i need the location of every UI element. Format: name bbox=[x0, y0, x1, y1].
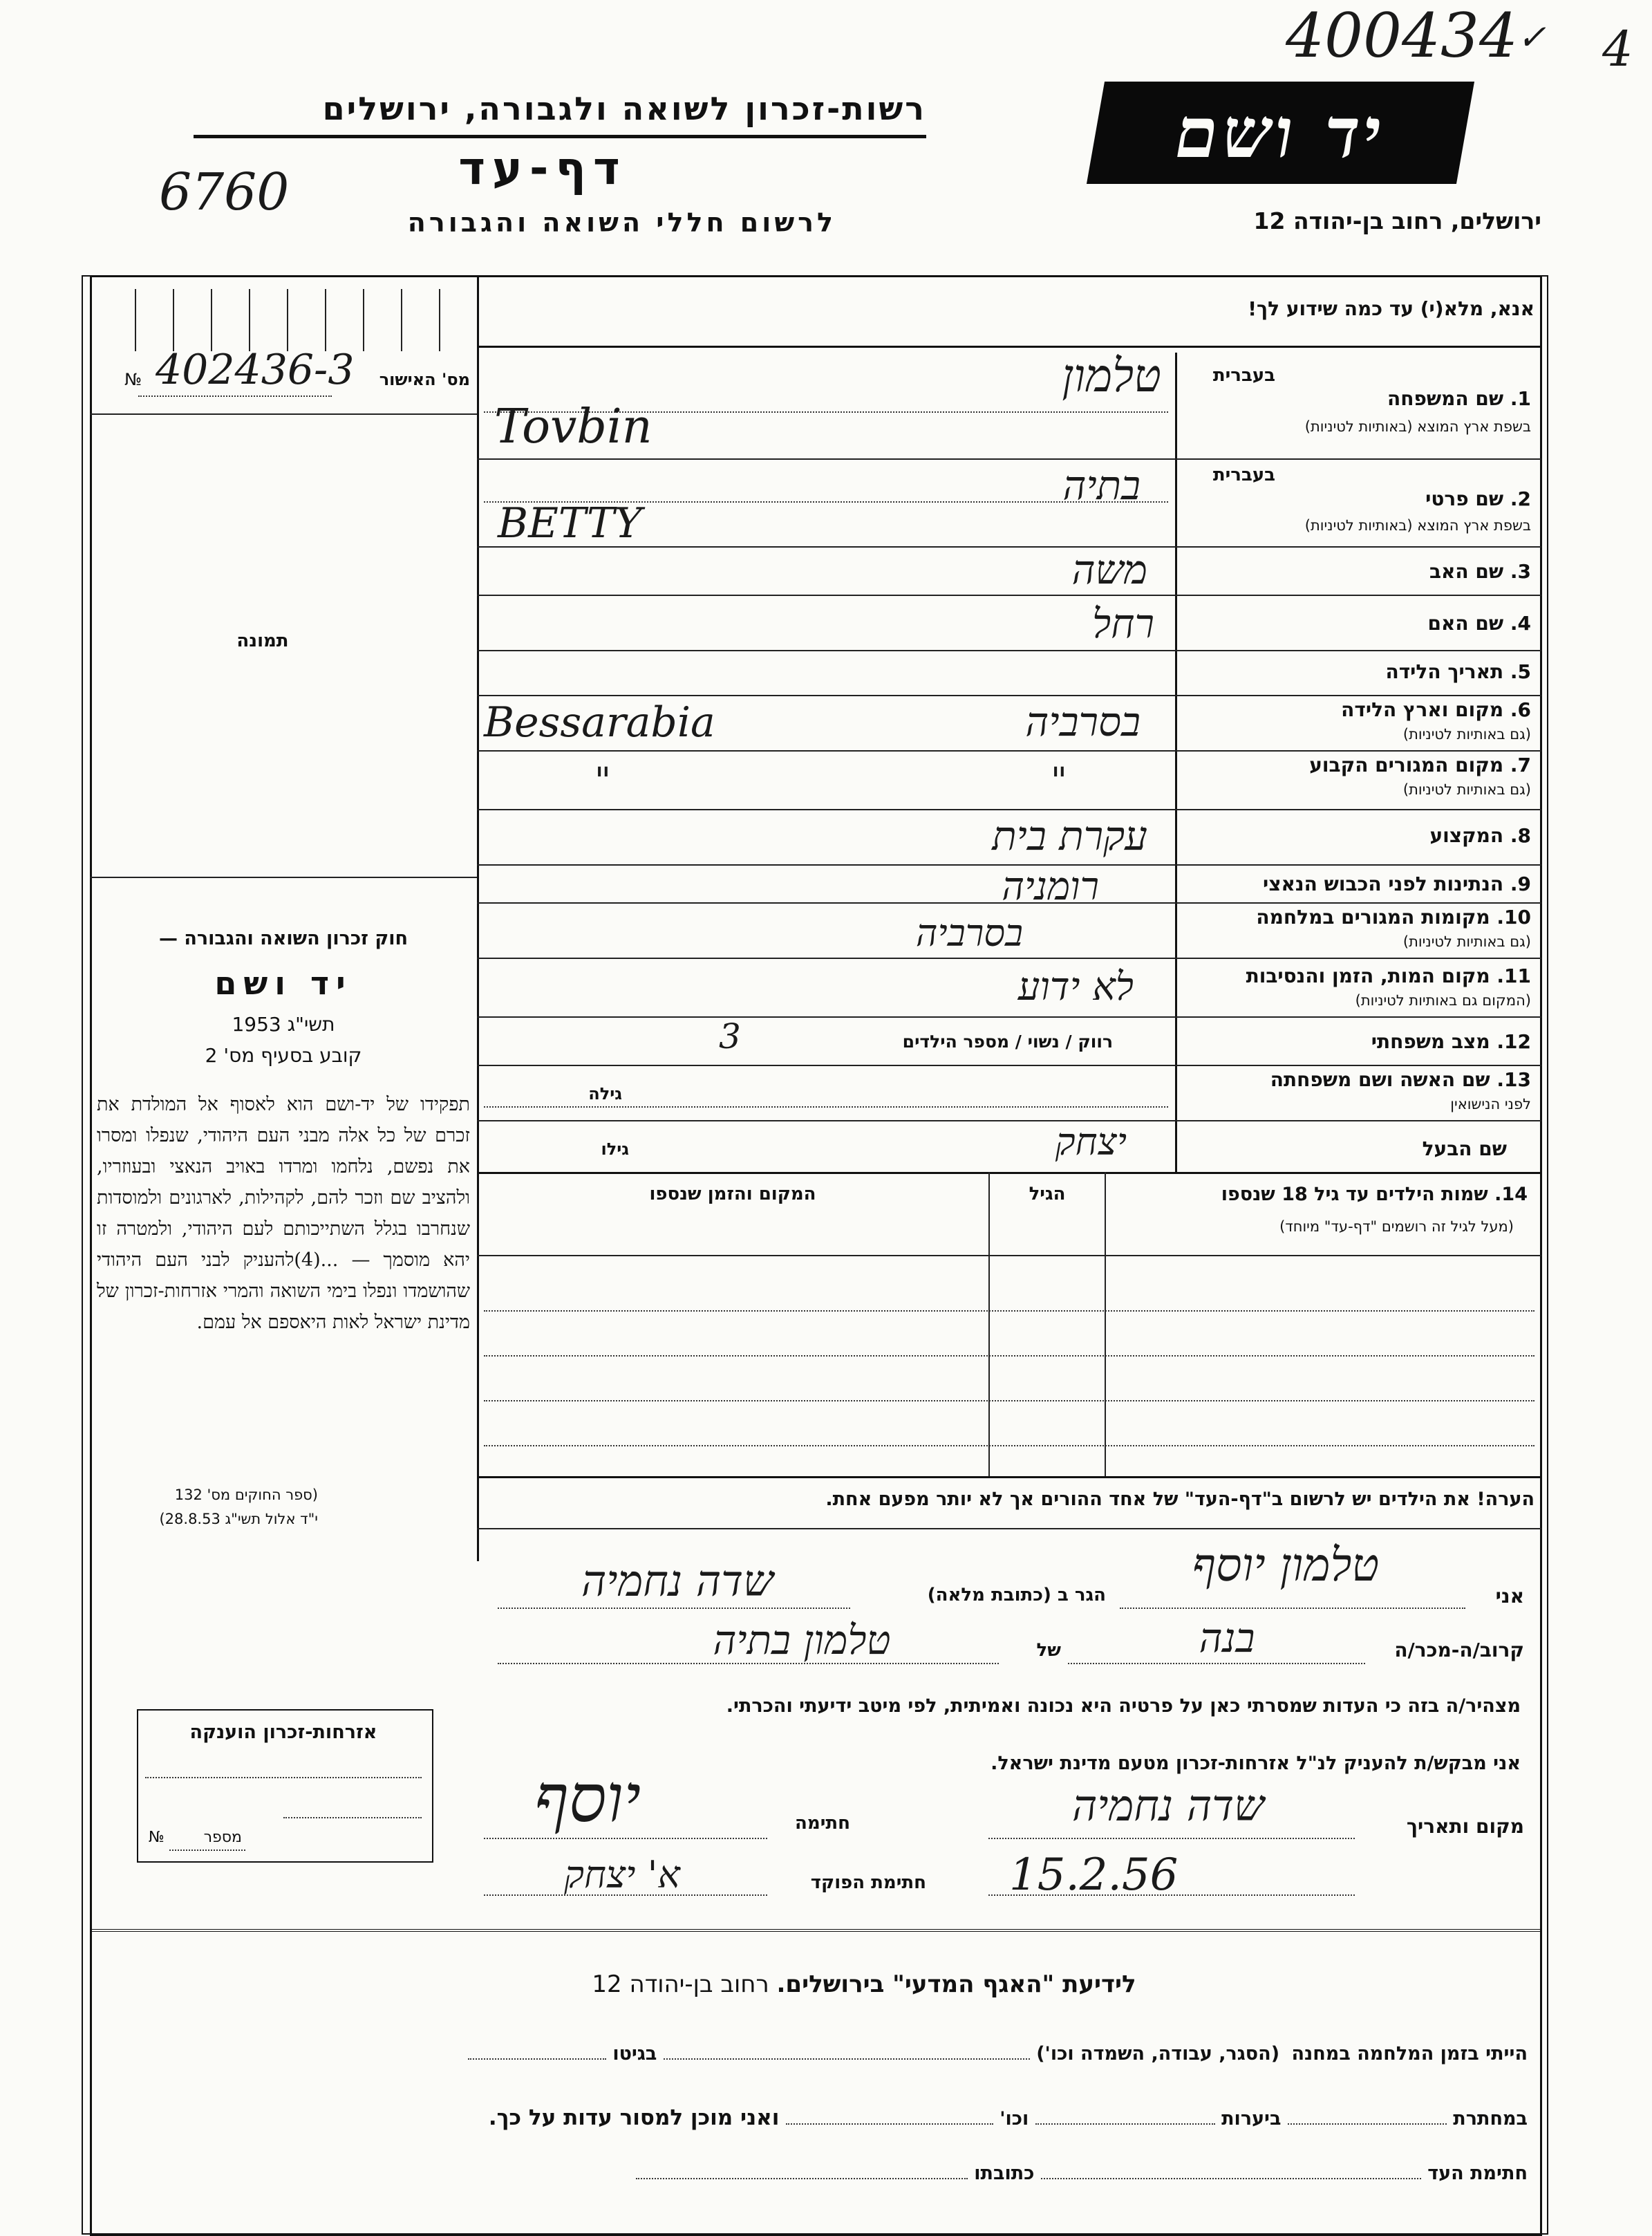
official-sig-value[interactable]: א' יצחק bbox=[564, 1853, 680, 1897]
field-11-number: 11. bbox=[1496, 965, 1531, 987]
field-9-number: 9. bbox=[1510, 873, 1531, 895]
law-title: חוק זכרון השואה והגבורה — bbox=[158, 928, 409, 949]
row-line bbox=[477, 695, 1541, 696]
footer-title-address: רחוב בן-יהודה 12 bbox=[592, 1971, 769, 1998]
signature-value[interactable]: יוסף bbox=[534, 1760, 641, 1837]
field-11-sub: (המקום גם באותיות לטיניות) bbox=[1355, 992, 1531, 1009]
row-line bbox=[477, 458, 1541, 460]
field-1-value-hebrew[interactable]: טלמון bbox=[1062, 349, 1161, 402]
statement: מצהיר/ה בזה כי העדות שמסרתי כאן על פרטיה היא נכונה ואמיתית, לפי מיטב ידיעתי והכרתי. bbox=[726, 1695, 1521, 1717]
field-12-children[interactable]: 3 bbox=[719, 1016, 741, 1056]
field-9-label bbox=[1182, 873, 1531, 895]
children-title-text: שמות הילדים עד גיל 18 שנספו bbox=[1221, 1184, 1488, 1205]
field-2-label-text: שם פרטי bbox=[1425, 487, 1504, 510]
row-line bbox=[477, 958, 1541, 959]
of-name[interactable]: טלמון בתיה bbox=[713, 1617, 891, 1664]
declarant-name[interactable]: טלמון יוסף bbox=[1192, 1538, 1380, 1592]
field-2-sub: בשפת ארץ המוצא (באותיות לטיניות) bbox=[1304, 517, 1531, 534]
spouse-line bbox=[484, 1106, 1168, 1108]
footer-etc-label: וכו' bbox=[999, 2108, 1029, 2130]
field-11-value[interactable]: לא ידוע bbox=[1017, 965, 1134, 1009]
logo-text: יד ושם bbox=[1168, 92, 1393, 174]
field-7-value-a[interactable]: " bbox=[594, 761, 611, 802]
footer-underground-label: במחתרת bbox=[1453, 2108, 1528, 2130]
children-row bbox=[484, 1310, 1534, 1312]
left-column-divider bbox=[477, 275, 479, 1561]
certificate-line bbox=[283, 1817, 422, 1818]
field-1-value-latin[interactable]: Tovbin bbox=[494, 400, 653, 454]
certificate-no-sign: № bbox=[149, 1829, 165, 1846]
footer-forests-label: ביערות bbox=[1221, 2108, 1282, 2130]
field-2-label bbox=[1182, 487, 1531, 510]
field-5-label-text: תאריך הלידה bbox=[1385, 660, 1504, 683]
certificate-number-label: מספר bbox=[203, 1829, 242, 1846]
of-label: של bbox=[1036, 1640, 1061, 1661]
footer-line-1 bbox=[104, 2043, 1528, 2065]
field-10-sub: (גם באותיות לטיניות) bbox=[1402, 933, 1531, 950]
signature-line bbox=[484, 1838, 767, 1839]
field-11-label-text: מקום המות, הזמן והנסיבות bbox=[1246, 965, 1490, 987]
field-8-number: 8. bbox=[1510, 824, 1531, 847]
field-1-label bbox=[1182, 387, 1531, 410]
field-8-label-text: המקצוע bbox=[1429, 824, 1504, 847]
check-mark: ✓ bbox=[1517, 17, 1546, 57]
yad-vashem-logo bbox=[1087, 82, 1474, 184]
footer-witness-sig-label: חתימת העד bbox=[1427, 2163, 1528, 2184]
relative-label: קרוב/ה-מכר/ה bbox=[1394, 1639, 1524, 1661]
field-2-value-latin[interactable]: BETTY bbox=[498, 499, 642, 548]
husband-value[interactable]: יצחק bbox=[1055, 1120, 1127, 1164]
children-row bbox=[484, 1400, 1534, 1401]
field-4-value[interactable]: רחל bbox=[1092, 600, 1154, 647]
field-6-label-text: מקום וארץ הלידה bbox=[1341, 698, 1504, 721]
address-value[interactable]: שדה נחמיה bbox=[581, 1556, 774, 1606]
field-6-sub: (גם באותיות לטיניות) bbox=[1402, 726, 1531, 743]
approval-ruling bbox=[325, 289, 326, 351]
request: אני מבקש/ת להעניק לנ"ל אזרחות-זכרון מטעם מדינת ישראל. bbox=[991, 1753, 1521, 1774]
field-13-age-label: גילה bbox=[588, 1084, 622, 1103]
field-10-value[interactable]: בסרביה bbox=[915, 911, 1023, 955]
footer-ghetto-label: בגיטו bbox=[612, 2043, 657, 2065]
footer-forests-line bbox=[1035, 2123, 1215, 2125]
row-line bbox=[477, 1016, 1541, 1018]
approval-ruling bbox=[249, 289, 250, 351]
field-2-value-hebrew[interactable]: בתיה bbox=[1062, 462, 1141, 509]
relation-line bbox=[1068, 1663, 1365, 1664]
archive-number: 400434 bbox=[1286, 0, 1518, 71]
field-7-number: 7. bbox=[1510, 754, 1531, 776]
field-12-number: 12. bbox=[1496, 1030, 1531, 1053]
children-title bbox=[1113, 1184, 1528, 1205]
footer-underground-line bbox=[1288, 2123, 1447, 2125]
row-line bbox=[477, 595, 1541, 596]
footer-ghetto-line bbox=[468, 2058, 606, 2060]
field-2-number: 2. bbox=[1510, 487, 1531, 510]
field-13-label-text: שם האשה ושם משפחתה bbox=[1270, 1068, 1490, 1091]
field-11-label bbox=[1182, 965, 1531, 987]
approval-ruling bbox=[401, 289, 402, 351]
children-col-divider bbox=[988, 1172, 990, 1476]
field-8-value[interactable]: עקרת בית bbox=[992, 812, 1147, 859]
certificate-title: אזרחות-זכרון הוענקה bbox=[189, 1722, 377, 1743]
field-13-number: 13. bbox=[1496, 1068, 1531, 1091]
form-title: דף-עד bbox=[458, 142, 627, 195]
note-line bbox=[477, 1528, 1541, 1529]
authority-underline bbox=[194, 135, 926, 138]
approval-ruling bbox=[173, 289, 174, 351]
row-line bbox=[477, 750, 1541, 752]
field-6-value-latin[interactable]: Bessarabia bbox=[484, 698, 715, 747]
footer-camp-types: (הסגר, עבודה, השמדה וכו') bbox=[1036, 2043, 1280, 2065]
children-subtitle: (מעל לגיל זה רושמים "דף-עד" מיוחד) bbox=[1279, 1218, 1514, 1235]
footer-line-3 bbox=[104, 2163, 1528, 2184]
row-line bbox=[477, 650, 1541, 651]
approval-number: 402436-3 bbox=[156, 346, 355, 394]
field-12-label bbox=[1182, 1030, 1531, 1053]
date-value[interactable]: 15.2.56 bbox=[1009, 1850, 1179, 1901]
approval-no-sign: № bbox=[124, 370, 142, 389]
relation-value[interactable]: בנה bbox=[1199, 1614, 1255, 1661]
field-4-label-text: שם האם bbox=[1427, 612, 1504, 635]
row-line bbox=[477, 1065, 1541, 1066]
official-sig-label: חתימת הפוקד bbox=[810, 1872, 926, 1893]
approval-ruling bbox=[439, 289, 440, 351]
approval-ruling bbox=[363, 289, 364, 351]
field-12-options: רווק / נשוי / מספר הילדים bbox=[902, 1032, 1113, 1052]
field-5-label bbox=[1182, 660, 1531, 683]
field-13-sub: לפני הנישואין bbox=[1450, 1096, 1531, 1112]
sheet-number: 6760 bbox=[159, 162, 290, 222]
certificate-number-line bbox=[169, 1850, 245, 1851]
law-ref-1: (ספר החוקים מס' 132 bbox=[174, 1487, 318, 1503]
field-3-label bbox=[1182, 560, 1531, 583]
declarant-line bbox=[1120, 1608, 1465, 1609]
certificate-line bbox=[145, 1777, 422, 1778]
field-12-label-text: מצב משפחתי bbox=[1371, 1030, 1490, 1053]
footer-witness-address-label: כתובתו bbox=[974, 2163, 1035, 2184]
field-2-hebrew-label: בעברית bbox=[1212, 465, 1275, 485]
place-date-label: מקום ותאריך bbox=[1406, 1815, 1524, 1838]
footer-camp-line bbox=[664, 2058, 1030, 2060]
field-1-number: 1. bbox=[1510, 387, 1531, 410]
photo-label: תמונה bbox=[236, 631, 289, 651]
footer-etc-line bbox=[786, 2123, 993, 2125]
field-10-number: 10. bbox=[1496, 906, 1531, 929]
address-line bbox=[498, 1608, 850, 1609]
field-6-value-hebrew[interactable]: בסרביה bbox=[1025, 698, 1141, 745]
footer-divider bbox=[90, 1929, 1541, 1932]
form-subtitle: לרשום חללי השואה והגבורה bbox=[407, 207, 836, 238]
instructions: אנא, מלא(י) עד כמה שידוע לך! bbox=[1248, 297, 1534, 320]
instructions-bottom-line bbox=[477, 346, 1541, 348]
place-line bbox=[988, 1838, 1355, 1839]
field-4-label bbox=[1182, 612, 1531, 635]
field-7-value-b[interactable]: " bbox=[1051, 761, 1067, 802]
approval-ruling bbox=[287, 289, 288, 351]
children-number: 14. bbox=[1494, 1184, 1528, 1205]
children-col-divider bbox=[1105, 1172, 1106, 1476]
approval-ruling bbox=[211, 289, 212, 351]
field-1-hebrew-label: בעברית bbox=[1212, 365, 1275, 386]
field-10-label-text: מקומות המגורים במלחמה bbox=[1256, 906, 1490, 929]
field-1-sub: בשפת ארץ המוצא (באותיות לטיניות) bbox=[1304, 418, 1531, 435]
footer-title bbox=[484, 1971, 1244, 1998]
note: הערה! את הילדים יש לרשום ב"דף-העד" של אחד ההורים אך לא יותר מפעם אחת. bbox=[825, 1489, 1534, 1510]
footer-witness-sig-line bbox=[1041, 2178, 1421, 2179]
children-bottom-line bbox=[477, 1476, 1541, 1478]
label-column-divider bbox=[1175, 353, 1177, 1172]
row-line bbox=[477, 1172, 1541, 1174]
row-line bbox=[477, 809, 1541, 810]
footer-title-bold: לידיעת "האגף המדעי" בירושלים. bbox=[776, 1971, 1136, 1998]
law-year: תשי"ג 1953 bbox=[232, 1013, 335, 1036]
field-7-label-text: מקום המגורים הקבוע bbox=[1309, 754, 1504, 776]
field-5-number: 5. bbox=[1510, 660, 1531, 683]
field-7-label bbox=[1182, 754, 1531, 776]
field-9-label-text: הנתינות לפני הכבוש הנאצי bbox=[1263, 873, 1504, 895]
children-row bbox=[484, 1445, 1534, 1446]
authority-name: רשות-זכרון לשואה ולגבורה, ירושלים bbox=[322, 90, 926, 127]
children-col-age: הגיל bbox=[1029, 1184, 1066, 1204]
children-row bbox=[484, 1355, 1534, 1357]
signature-label: חתימה bbox=[795, 1813, 850, 1834]
approval-label: מס' האישור bbox=[379, 370, 470, 389]
field-9-value[interactable]: רומניה bbox=[1002, 864, 1099, 909]
field-10-label bbox=[1182, 906, 1531, 929]
corner-mark: 4 bbox=[1602, 21, 1633, 77]
photo-bottom-line bbox=[90, 877, 477, 878]
field-6-label bbox=[1182, 698, 1531, 721]
footer-line-2 bbox=[104, 2105, 1528, 2130]
declaration-ani-label: אני bbox=[1495, 1585, 1524, 1608]
field-4-number: 4. bbox=[1510, 612, 1531, 635]
place-value[interactable]: שדה נחמיה bbox=[1071, 1780, 1265, 1831]
law-name: יד ושם bbox=[214, 965, 353, 1002]
approval-line bbox=[138, 395, 332, 397]
footer-testimony: ואני מוכן למסור עדות על כך. bbox=[488, 2105, 780, 2130]
law-text: תפקידו של יד-ושם הוא לאסוף אל המולדת את זכרם של כל אלה מבני העם היהודי, שנפלו ומסרו את נפשם, נלחמו ומרדו באויב הנאצי ובעוזריו, ולהציב שם וזכר להם, לקהילות, לארגונים ולמוסדות שנחרבו בגלל השתייכותם לעם היהודי, ולמטרה זו יהא מוסמך — ...(4)להעניק לבני העם היהודי שהושמדו ונפלו בימי השואה והמרי אזרחות-זכרון של מדינת ישראל לאות היאספם אל עמם. bbox=[97, 1094, 470, 1333]
husband-age-label: גילו bbox=[601, 1139, 629, 1159]
law-clause: קובע בסעיף מס' 2 bbox=[205, 1044, 362, 1067]
address-label: הגר ב (כתובת מלאה) bbox=[927, 1585, 1106, 1605]
footer-witness-address-line bbox=[636, 2178, 968, 2179]
law-ref-2: י"ד אלול תשי"ג 28.8.53) bbox=[159, 1511, 318, 1527]
footer-camp-label: הייתי בזמן המלחמה במחנה bbox=[1291, 2043, 1528, 2065]
field-3-label-text: שם האב bbox=[1429, 560, 1504, 583]
field-3-value[interactable]: משה bbox=[1071, 546, 1147, 593]
field-6-number: 6. bbox=[1510, 698, 1531, 721]
husband-label: שם הבעל bbox=[1422, 1137, 1507, 1160]
field-3-number: 3. bbox=[1510, 560, 1531, 583]
field-1-label-text: שם המשפחה bbox=[1387, 387, 1504, 410]
children-col-place: המקום והזמן שנספו bbox=[649, 1184, 816, 1204]
field-13-label bbox=[1182, 1068, 1531, 1091]
children-header-line bbox=[477, 1255, 1541, 1256]
field-7-sub: (גם באותיות לטיניות) bbox=[1402, 781, 1531, 798]
approval-bottom-line bbox=[90, 413, 477, 415]
address: ירושלים, רחוב בן-יהודה 12 bbox=[1253, 207, 1541, 234]
approval-ruling bbox=[135, 289, 136, 351]
field-8-label bbox=[1182, 824, 1531, 847]
